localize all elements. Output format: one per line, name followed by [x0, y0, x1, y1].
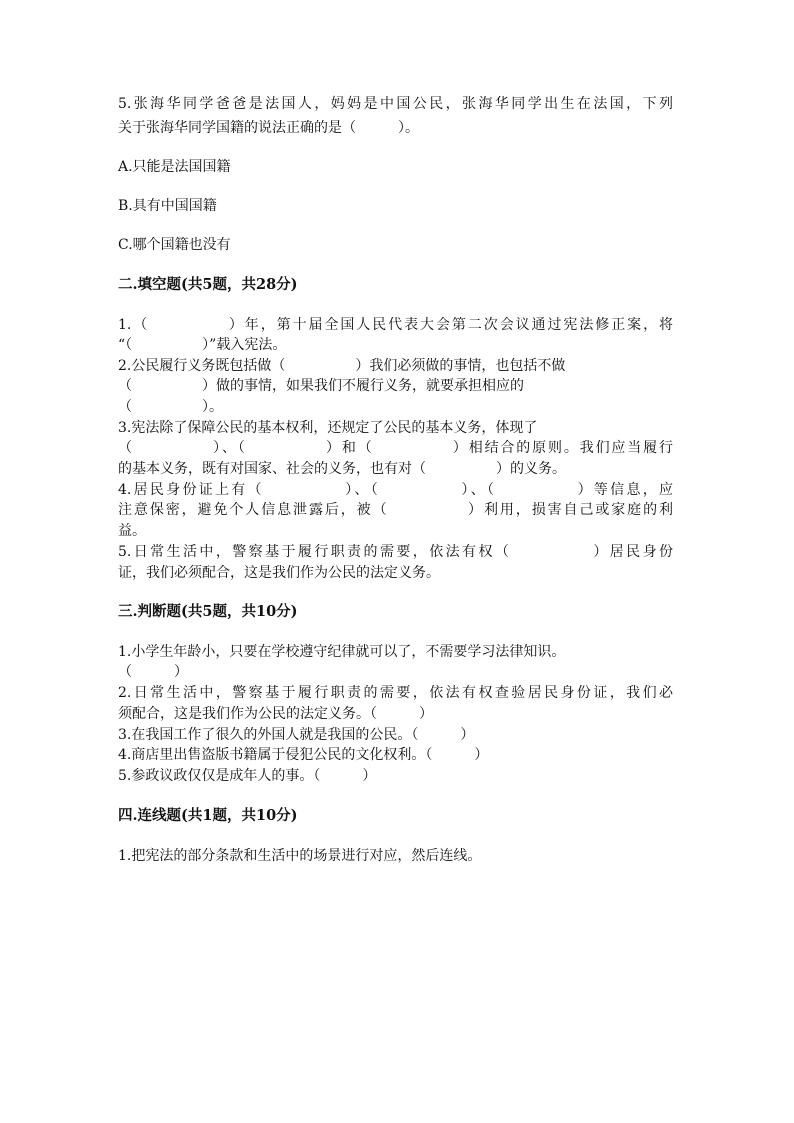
q5-stem-line-1: 5.张海华同学爸爸是法国人，妈妈是中国公民，张海华同学出生在法国，下列	[118, 96, 673, 112]
q5-option-c: C.哪个国籍也没有	[118, 237, 231, 253]
fill-q4-line-1: 4.居民身份证上有（ ）、（ ）、（ ）等信息，应	[118, 482, 673, 498]
judge-q3: 3.在我国工作了很久的外国人就是我国的公民。（ ）	[118, 727, 475, 743]
section-3-heading: 三.判断题(共5题，共10分)	[118, 603, 298, 620]
fill-q2-line-1: 2.公民履行义务既包括做（ ）我们必须做的事情，也包括不做	[118, 358, 566, 374]
section-2-heading: 二.填空题(共5题，共28分)	[118, 276, 298, 293]
judge-q2-line-2: 须配合，这是我们作为公民的法定义务。（ ）	[118, 706, 433, 722]
fill-q4-line-3: 益。	[118, 523, 146, 539]
judge-q4: 4.商店里出售盗版书籍属于侵犯公民的文化权利。（ ）	[118, 747, 489, 763]
q5-option-b: B.具有中国国籍	[118, 198, 217, 214]
fill-q5-line-2: 证，我们必须配合，这是我们作为公民的法定义务。	[118, 565, 440, 581]
match-q1: 1.把宪法的部分条款和生活中的场景进行对应，然后连线。	[118, 848, 482, 864]
judge-q1-line-2: （ ）	[118, 664, 188, 680]
q5-option-a: A.只能是法国国籍	[118, 159, 231, 175]
fill-q3-line-1: 3.宪法除了保障公民的基本权利，还规定了公民的基本义务，体现了	[118, 420, 538, 436]
judge-q1-line-1: 1.小学生年龄小，只要在学校遵守纪律就可以了，不需要学习法律知识。	[118, 644, 566, 660]
fill-q1-line-2: “（ ）”载入宪法。	[118, 337, 287, 353]
judge-q2-line-1: 2.日常生活中，警察基于履行职责的需要，依法有权查验居民身份证，我们必	[118, 685, 673, 701]
judge-q5: 5.参政议政仅仅是成年人的事。（ ）	[118, 768, 377, 784]
fill-q3-line-3: 的基本义务，既有对国家、社会的义务，也有对（ ）的义务。	[118, 461, 566, 477]
fill-q2-line-3: （ ）。	[118, 399, 223, 415]
fill-q5-line-1: 5.日常生活中，警察基于履行职责的需要，依法有权（ ）居民身份	[118, 544, 673, 560]
fill-q4-line-2: 注意保密，避免个人信息泄露后，被（ ）利用，损害自己或家庭的利	[118, 502, 673, 518]
section-4-heading: 四.连线题(共1题，共10分)	[118, 807, 298, 824]
fill-q1-line-1: 1.（ ）年，第十届全国人民代表大会第二次会议通过宪法修正案，将	[118, 317, 673, 333]
q5-stem-line-2: 关于张海华同学国籍的说法正确的是（ ）。	[118, 120, 419, 136]
fill-q2-line-2: （ ）做的事情，如果我们不履行义务，就要承担相应的	[118, 378, 524, 394]
fill-q3-line-2: （ ）、（ ）和（ ）相结合的原则。我们应当履行	[118, 440, 673, 456]
